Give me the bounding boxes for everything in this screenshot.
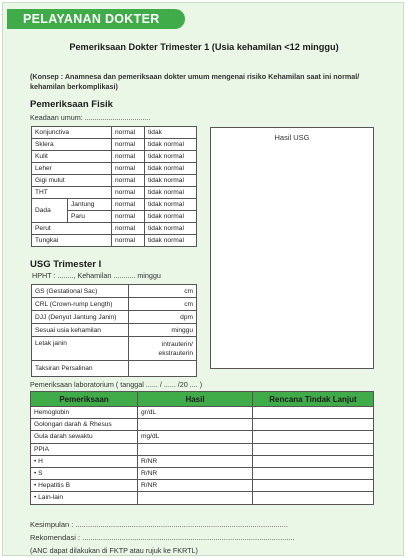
abnormal-option[interactable]: tidak normal	[145, 211, 197, 223]
follow-up-cell[interactable]	[253, 455, 374, 467]
lab-table	[30, 391, 374, 505]
usg-label: Sesuai usia kehamilan	[32, 324, 129, 337]
table-row	[32, 311, 197, 324]
lab-result-cell[interactable]	[138, 443, 253, 455]
table-row	[31, 407, 374, 419]
lab-result-cell[interactable]	[138, 419, 253, 431]
lab-test-name: • S	[31, 467, 138, 479]
usg-label: Taksiran Persalinan	[32, 361, 129, 377]
table-row	[31, 419, 374, 431]
lab-test-name: Golongan darah & Rhesus	[31, 419, 138, 431]
exam-label: Kulit	[32, 151, 112, 163]
table-row	[31, 431, 374, 443]
physical-exam-table	[31, 126, 197, 247]
usg-label: CRL (Crown-rump Length)	[32, 298, 129, 311]
concept-note: (Konsep : Anamnesa dan pemeriksaan dokter umum mengenai risiko Kehamilan saat ini normal/ kehamilan berkomplikasi)	[30, 72, 360, 91]
exam-label: Leher	[32, 163, 112, 175]
lab-test-name: Hemoglobin	[31, 407, 138, 419]
hpht-field[interactable]: HPHT : ........, Kehamilan ........... minggu	[32, 271, 161, 280]
chest-label: Dada	[32, 199, 68, 223]
table-row	[32, 163, 197, 175]
normal-option[interactable]: normal	[112, 175, 145, 187]
table-row	[32, 151, 197, 163]
exam-label: Konjunctiva	[32, 127, 112, 139]
table-row	[32, 127, 197, 139]
table-row	[31, 492, 374, 504]
column-header: Pemeriksaan	[31, 392, 138, 407]
lab-result-cell[interactable]: mg/dL	[138, 431, 253, 443]
anc-note: (ANC dapat dilakukan di FKTP atau rujuk ke FKRTL)	[30, 546, 198, 555]
lab-result-cell[interactable]: gr/dL	[138, 407, 253, 419]
normal-option[interactable]: normal	[112, 139, 145, 151]
conclusion-field[interactable]: Kesimpulan : ......................................................................................................	[30, 520, 288, 529]
follow-up-cell[interactable]	[253, 443, 374, 455]
usg-label: GS (Gestational Sac)	[32, 285, 129, 298]
lab-test-name: • H	[31, 455, 138, 467]
table-row	[32, 139, 197, 151]
exam-label: THT	[32, 187, 112, 199]
table-row	[31, 455, 374, 467]
table-row	[31, 443, 374, 455]
page-title: Pemeriksaan Dokter Trimester 1 (Usia kehamilan <12 minggu)	[69, 42, 339, 52]
follow-up-cell[interactable]	[253, 407, 374, 419]
abnormal-option[interactable]: tidak normal	[145, 139, 197, 151]
table-row	[32, 175, 197, 187]
table-row	[31, 480, 374, 492]
table-row	[32, 223, 197, 235]
section-banner: PELAYANAN DOKTER	[7, 9, 185, 29]
lab-result-cell[interactable]	[138, 492, 253, 504]
exam-label: Perut	[32, 223, 112, 235]
usg-unit[interactable]: intrauterin/ ekstrauterin	[129, 337, 197, 361]
recommendation-field[interactable]: Rekomendasi : ......................................................................................................	[30, 533, 295, 542]
lab-result-cell[interactable]: R/NR	[138, 467, 253, 479]
follow-up-cell[interactable]	[253, 480, 374, 492]
exam-label: Gigi mulut	[32, 175, 112, 187]
lab-test-name: PPIA	[31, 443, 138, 455]
follow-up-cell[interactable]	[253, 431, 374, 443]
lab-result-cell[interactable]: R/NR	[138, 480, 253, 492]
normal-option[interactable]: normal	[112, 211, 145, 223]
table-row	[31, 467, 374, 479]
normal-option[interactable]: normal	[112, 199, 145, 211]
column-header: Rencana Tindak Lanjut	[253, 392, 374, 407]
abnormal-option[interactable]: tidak normal	[145, 223, 197, 235]
physical-exam-heading: Pemeriksaan Fisik	[30, 99, 113, 110]
exam-label: Sklera	[32, 139, 112, 151]
usg-result-box[interactable]	[210, 127, 374, 369]
usg-table	[31, 284, 197, 377]
normal-option[interactable]: normal	[112, 235, 145, 247]
follow-up-cell[interactable]	[253, 419, 374, 431]
usg-unit[interactable]: cm	[129, 285, 197, 298]
follow-up-cell[interactable]	[253, 467, 374, 479]
exam-label: Tungkai	[32, 235, 112, 247]
normal-option[interactable]: normal	[112, 151, 145, 163]
usg-unit[interactable]: dpm	[129, 311, 197, 324]
abnormal-option[interactable]: tidak normal	[145, 151, 197, 163]
normal-option[interactable]: normal	[112, 187, 145, 199]
follow-up-cell[interactable]	[253, 492, 374, 504]
usg-label: Letak janin	[32, 337, 129, 361]
usg-unit[interactable]: cm	[129, 298, 197, 311]
usg-label: DJJ (Denyut Jantung Janin)	[32, 311, 129, 324]
heart-label: Jantung	[68, 199, 112, 211]
table-row	[32, 187, 197, 199]
normal-option[interactable]: normal	[112, 223, 145, 235]
table-row	[32, 235, 197, 247]
lung-label: Paru	[68, 211, 112, 223]
usg-unit[interactable]: minggu	[129, 324, 197, 337]
general-condition-field[interactable]: Keadaan umum: .................................	[30, 113, 151, 122]
usg-result-label: Hasil USG	[274, 133, 310, 142]
lab-result-cell[interactable]: R/NR	[138, 455, 253, 467]
normal-option[interactable]: normal	[112, 163, 145, 175]
abnormal-option[interactable]: tidak normal	[145, 187, 197, 199]
lab-test-name: • Hepatitis B	[31, 480, 138, 492]
usg-unit[interactable]	[129, 361, 197, 377]
abnormal-option[interactable]: tidak normal	[145, 163, 197, 175]
abnormal-option[interactable]: tidak normal	[145, 235, 197, 247]
lab-intro: Pemeriksaan laboratorium ( tanggal ...... / ...... /20 .... )	[30, 380, 203, 389]
table-row	[32, 199, 197, 211]
usg-heading: USG Trimester I	[30, 259, 102, 270]
abnormal-option[interactable]: tidak	[145, 127, 197, 139]
table-row	[32, 324, 197, 337]
normal-option[interactable]: normal	[112, 127, 145, 139]
table-row	[32, 285, 197, 298]
lab-test-name: • Lain-lain	[31, 492, 138, 504]
lab-test-name: Gula darah sewaktu	[31, 431, 138, 443]
column-header: Hasil	[138, 392, 253, 407]
table-row	[32, 298, 197, 311]
form-page	[2, 2, 404, 556]
abnormal-option[interactable]: tidak normal	[145, 199, 197, 211]
table-header-row	[31, 392, 374, 407]
table-row	[32, 337, 197, 361]
table-row	[32, 361, 197, 377]
abnormal-option[interactable]: tidak normal	[145, 175, 197, 187]
